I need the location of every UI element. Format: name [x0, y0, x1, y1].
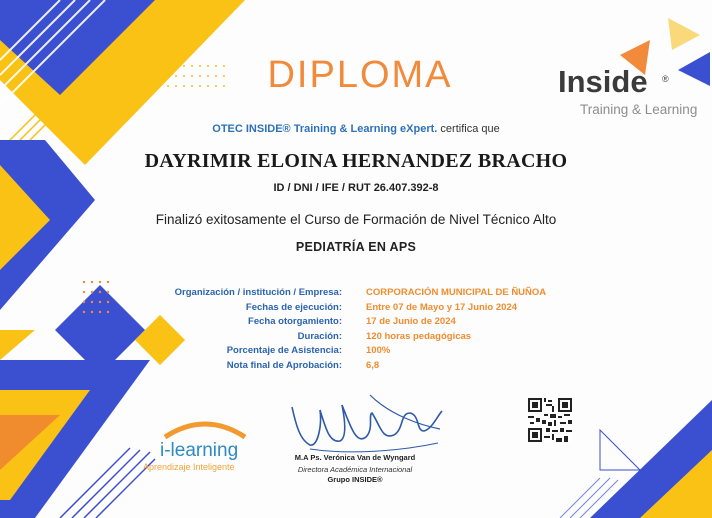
signatory-name: M.A Ps. Verónica Van de Wyngard [294, 453, 416, 462]
course-details [120, 286, 600, 374]
detail-row [120, 315, 600, 330]
certifier-line [0, 123, 712, 135]
detail-value: 17 de Junio de 2024 [366, 316, 456, 328]
detail-label: Fechas de ejecución: [245, 301, 342, 313]
ilearning-logo-word: i-learning [160, 440, 239, 461]
recipient-id: ID / DNI / IFE / RUT 26.407.392-8 [273, 182, 439, 194]
detail-row [120, 359, 600, 374]
inside-logo-tagline: Training & Learning [580, 102, 698, 117]
detail-label: Fecha otorgamiento: [248, 316, 342, 328]
detail-label: Porcentaje de Asistencia: [226, 345, 342, 357]
certifier-org: OTEC INSIDE® Training & Learning eXpert. [212, 123, 438, 135]
signature-icon [270, 385, 460, 505]
inside-logo-word: Inside [558, 64, 648, 99]
certifier-text: certifica que [440, 123, 500, 135]
detail-label: Nota final de Aprobación: [226, 359, 342, 371]
detail-row [120, 286, 600, 301]
detail-label: Duración: [297, 330, 342, 342]
diploma-title: DIPLOMA [267, 54, 453, 96]
detail-row [120, 301, 600, 316]
detail-label: Organización / institución / Empresa: [174, 287, 342, 298]
detail-row [120, 344, 600, 359]
detail-value: Entre 07 de Mayo y 17 Junio 2024 [366, 301, 518, 313]
completion-text: Finalizó exitosamente el Curso de Formación de Nivel Técnico Alto [155, 212, 557, 227]
ilearning-logo-tagline: Aprendizaje Inteligente [143, 462, 235, 472]
detail-value: CORPORACIÓN MUNICIPAL DE ÑUÑOA [366, 287, 547, 298]
inside-logo-registered: ® [662, 74, 669, 84]
course-name: PEDIATRÍA EN APS [295, 240, 417, 254]
recipient-name: DAYRIMIR ELOINA HERNANDEZ BRACHO [144, 150, 568, 172]
detail-row [120, 330, 600, 345]
detail-value: 120 horas pedagógicas [366, 330, 472, 342]
detail-value: 6,8 [366, 359, 380, 371]
signatory-org: Grupo INSIDE® [327, 475, 383, 484]
qr-code-icon [528, 398, 572, 442]
detail-value: 100% [366, 345, 391, 357]
signatory-role: Directora Académica Internacional [297, 465, 413, 474]
